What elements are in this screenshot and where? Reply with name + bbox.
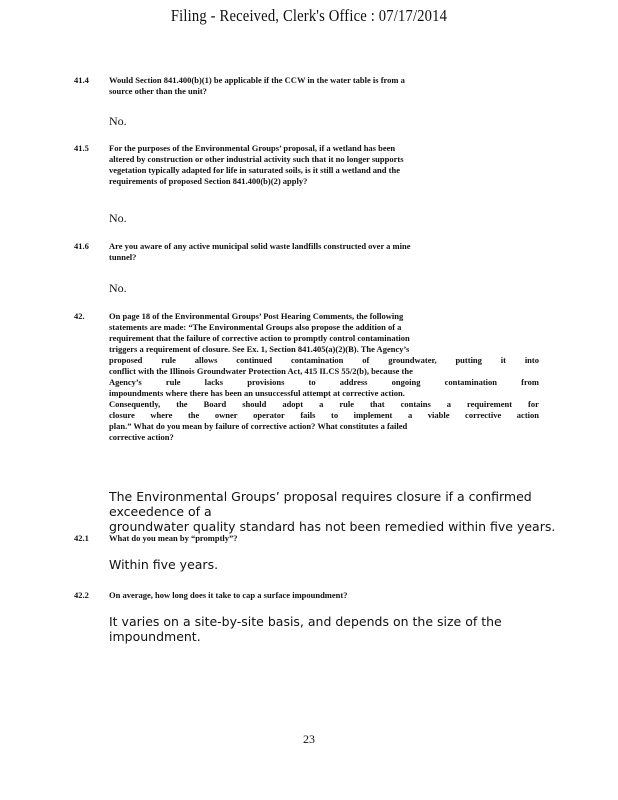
question-line: requirements of proposed Section 841.400(b)(2) apply? bbox=[109, 176, 308, 186]
justified-word: Consequently, bbox=[109, 399, 161, 409]
question-line: corrective action? bbox=[109, 432, 174, 442]
justified-word: continued bbox=[236, 355, 273, 365]
question-line: On average, how long does it take to cap a surface impoundment? bbox=[109, 590, 348, 600]
question-line: triggers a requirement of closure. See Ex. 1, Section 841.405(a)(2)(B). The Agency’s bbox=[109, 344, 410, 354]
question-line: altered by construction or other industrial activity such that it no longer supports bbox=[109, 154, 404, 164]
answer-text: No. bbox=[109, 211, 127, 225]
justified-word: Board bbox=[203, 399, 227, 409]
question-line-justified bbox=[109, 355, 539, 366]
question-line: plan.” What do you mean by failure of corrective action? What constitutes a failed bbox=[109, 421, 408, 431]
justified-word: the bbox=[187, 410, 200, 420]
justified-word: ongoing bbox=[391, 377, 421, 387]
question-line-justified bbox=[109, 377, 539, 388]
justified-word: rule bbox=[165, 377, 181, 387]
question-line: For the purposes of the Environmental Groups’ proposal, if a wetland has been bbox=[109, 143, 396, 153]
justified-word: action bbox=[516, 410, 539, 420]
justified-word: contamination bbox=[290, 355, 344, 365]
justified-word: of bbox=[362, 355, 370, 365]
justified-word: it bbox=[500, 355, 506, 365]
justified-word: implement bbox=[353, 410, 393, 420]
justified-word: fails bbox=[300, 410, 316, 420]
justified-word: groundwater, bbox=[388, 355, 437, 365]
justified-word: that bbox=[369, 399, 385, 409]
justified-word: putting bbox=[455, 355, 482, 365]
justified-word: proposed bbox=[109, 355, 143, 365]
question-line: On page 18 of the Environmental Groups’ Post Hearing Comments, the following bbox=[109, 311, 404, 321]
justified-word: corrective bbox=[465, 410, 502, 420]
justified-word: the bbox=[176, 399, 188, 409]
justified-word: closure bbox=[109, 410, 135, 420]
question-line: Would Section 841.400(b)(1) be applicable if the CCW in the water table is from a bbox=[109, 75, 405, 85]
filing-stamp-header: Filing - Received, Clerk's Office : 07/17/2014 bbox=[170, 6, 448, 25]
justified-word: contamination bbox=[444, 377, 498, 387]
question-line: impoundments where there has been an unsuccessful attempt at corrective action. bbox=[109, 388, 405, 398]
justified-word: address bbox=[339, 377, 368, 387]
question-text bbox=[109, 75, 405, 97]
justified-word: provisions bbox=[247, 377, 285, 387]
question-line-justified bbox=[109, 399, 539, 410]
question-line: tunnel? bbox=[109, 252, 137, 262]
answer-text: It varies on a site-by-site basis, and depends on the size of the impoundment. bbox=[109, 614, 502, 644]
justified-word: allows bbox=[194, 355, 218, 365]
page-number: 23 bbox=[303, 732, 315, 746]
justified-word: into bbox=[524, 355, 539, 365]
answer-line: groundwater quality standard has not been remedied within five years. bbox=[109, 519, 556, 534]
justified-word: adopt bbox=[282, 399, 304, 409]
justified-word: from bbox=[521, 377, 539, 387]
question-line: conflict with the Illinois Groundwater Protection Act, 415 ILCS 55/2(b), because the bbox=[109, 366, 413, 376]
justified-word: operator bbox=[253, 410, 285, 420]
justified-word: Agency’s bbox=[109, 377, 142, 387]
justified-word: for bbox=[528, 399, 539, 409]
question-line: vegetation typically adapted for life in saturated soils, is it still a wetland and the bbox=[109, 165, 400, 175]
answer-text: No. bbox=[109, 281, 127, 295]
question-text bbox=[109, 143, 404, 187]
question-text bbox=[109, 311, 539, 443]
question-text bbox=[109, 241, 411, 263]
answer-text: No. bbox=[109, 114, 127, 128]
justified-word: contains bbox=[400, 399, 431, 409]
question-line: requirement that the failure of corrective action to promptly control contamination bbox=[109, 333, 410, 343]
question-number: 41.6 bbox=[74, 241, 89, 251]
justified-word: where bbox=[150, 410, 173, 420]
question-line: Are you aware of any active municipal solid waste landfills constructed over a mine bbox=[109, 241, 411, 251]
justified-word: rule bbox=[339, 399, 354, 409]
answer-text: Within five years. bbox=[109, 557, 219, 572]
justified-word: lacks bbox=[204, 377, 224, 387]
justified-word: a bbox=[407, 410, 413, 420]
question-number: 42.1 bbox=[74, 533, 89, 543]
justified-word: viable bbox=[427, 410, 450, 420]
question-number: 41.4 bbox=[74, 75, 89, 85]
question-line: source other than the unit? bbox=[109, 86, 207, 96]
answer-text bbox=[109, 489, 569, 534]
justified-word: should bbox=[242, 399, 267, 409]
justified-word: rule bbox=[161, 355, 176, 365]
justified-word: to bbox=[308, 377, 316, 387]
question-text bbox=[109, 533, 354, 544]
question-line-justified bbox=[109, 410, 539, 421]
justified-word: a bbox=[446, 399, 452, 409]
question-number: 42.2 bbox=[74, 590, 89, 600]
justified-word: to bbox=[331, 410, 339, 420]
question-number: 41.5 bbox=[74, 143, 89, 153]
question-number: 42. bbox=[74, 311, 85, 321]
justified-word: owner bbox=[214, 410, 238, 420]
justified-word: requirement bbox=[467, 399, 513, 409]
answer-line: The Environmental Groups’ proposal requires closure if a confirmed exceedence of a bbox=[109, 489, 532, 519]
question-text bbox=[109, 590, 354, 601]
question-line: What do you mean by “promptly”? bbox=[109, 533, 238, 543]
question-line: statements are made: “The Environmental Groups also propose the addition of a bbox=[109, 322, 402, 332]
justified-word: a bbox=[319, 399, 324, 409]
